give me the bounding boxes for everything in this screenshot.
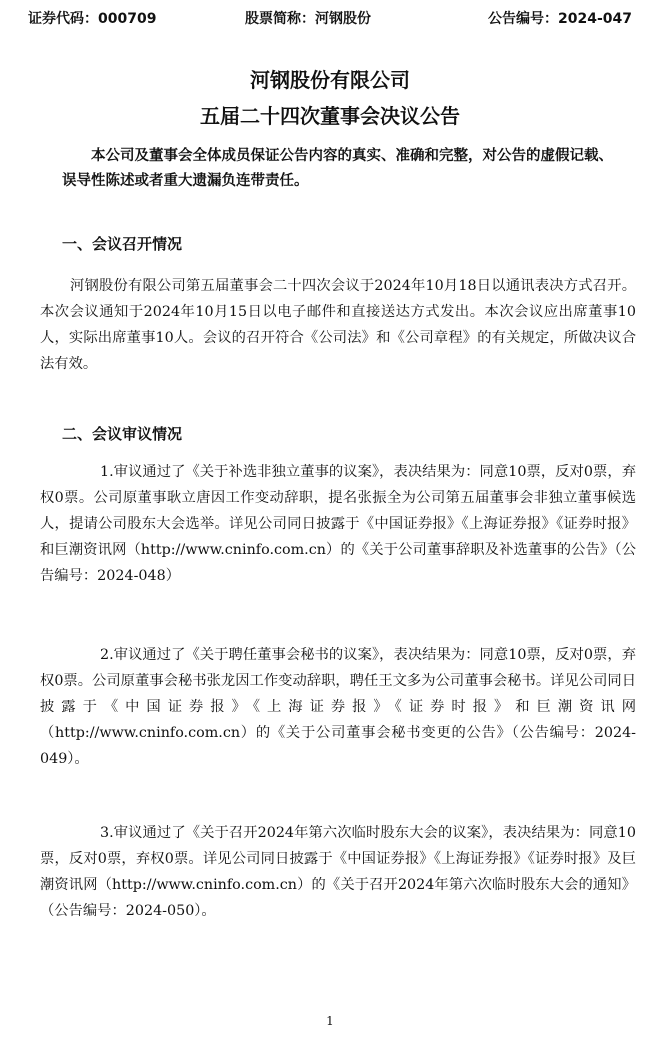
document-header (28, 8, 632, 34)
meeting-convening-paragraph: 河钢股份有限公司第五届董事会二十四次会议于2024年10月18日以通讯表决方式召开。本次会议通知于2024年10月15日以电子邮件和直接送达方式发出。本次会议应出席董事10人，实际出席董事10人。会议的召开符合《公司法》和《公司章程》的有关规定，所做决议合法有效。 (40, 278, 636, 372)
page-number: 1 (326, 1014, 334, 1028)
resolution-number: 3. (100, 825, 114, 841)
resolution-item-2 (40, 642, 636, 772)
resolution-text: 审议通过了《关于补选非独立董事的议案》，表决结果为：同意10票，反对0票，弃权0票。公司原董事耿立唐因工作变动辞职，提名张振全为公司第五届董事会非独立董事候选人，提请公司股东大会选举。详见公司同日披露于《中国证券报》《上海证券报》《证券时报》和巨潮资讯网（http://www.cninfo.com.cn）的《关于公司董事辞职及补选董事的公告》（公告编号：2024-048） (40, 464, 636, 584)
announcement-title: 五届二十四次董事会决议公告 (200, 104, 460, 128)
company-title: 河钢股份有限公司 (250, 68, 410, 92)
stock-abbreviation: 股票简称：河钢股份 (245, 11, 371, 27)
resolution-number: 2. (100, 647, 114, 663)
resolution-item-3 (40, 820, 636, 924)
announcement-number: 公告编号：2024-047 (488, 11, 632, 27)
section-heading-meeting-convening: 一、会议召开情况 (62, 235, 183, 253)
board-guarantee-notice: 本公司及董事会全体成员保证公告内容的真实、准确和完整，对公告的虚假记载、误导性陈述或者重大遗漏负连带责任。 (62, 148, 613, 189)
stock-code: 证券代码：000709 (28, 11, 157, 27)
resolution-item-1 (40, 459, 636, 589)
resolution-number: 1. (100, 464, 114, 480)
resolution-text: 审议通过了《关于召开2024年第六次临时股东大会的议案》，表决结果为：同意10票，反对0票，弃权0票。详见公司同日披露于《中国证券报》《上海证券报》《证券时报》及巨潮资讯网（http://www.cninfo.com.cn）的《关于召开2024年第六次临时股东大会的通知》（公告编号：2024-050）。 (40, 825, 636, 919)
section-heading-meeting-review: 二、会议审议情况 (62, 425, 183, 443)
resolution-text: 审议通过了《关于聘任董事会秘书的议案》，表决结果为：同意10票，反对0票，弃权0票。公司原董事会秘书张龙因工作变动辞职，聘任王文多为公司董事会秘书。详见公司同日披露于《中国证券报》《上海证券报》《证券时报》和巨潮资讯网（http://www.cninfo.com.cn）的《关于公司董事会秘书变更的公告》（公告编号：2024-049）。 (40, 647, 636, 767)
